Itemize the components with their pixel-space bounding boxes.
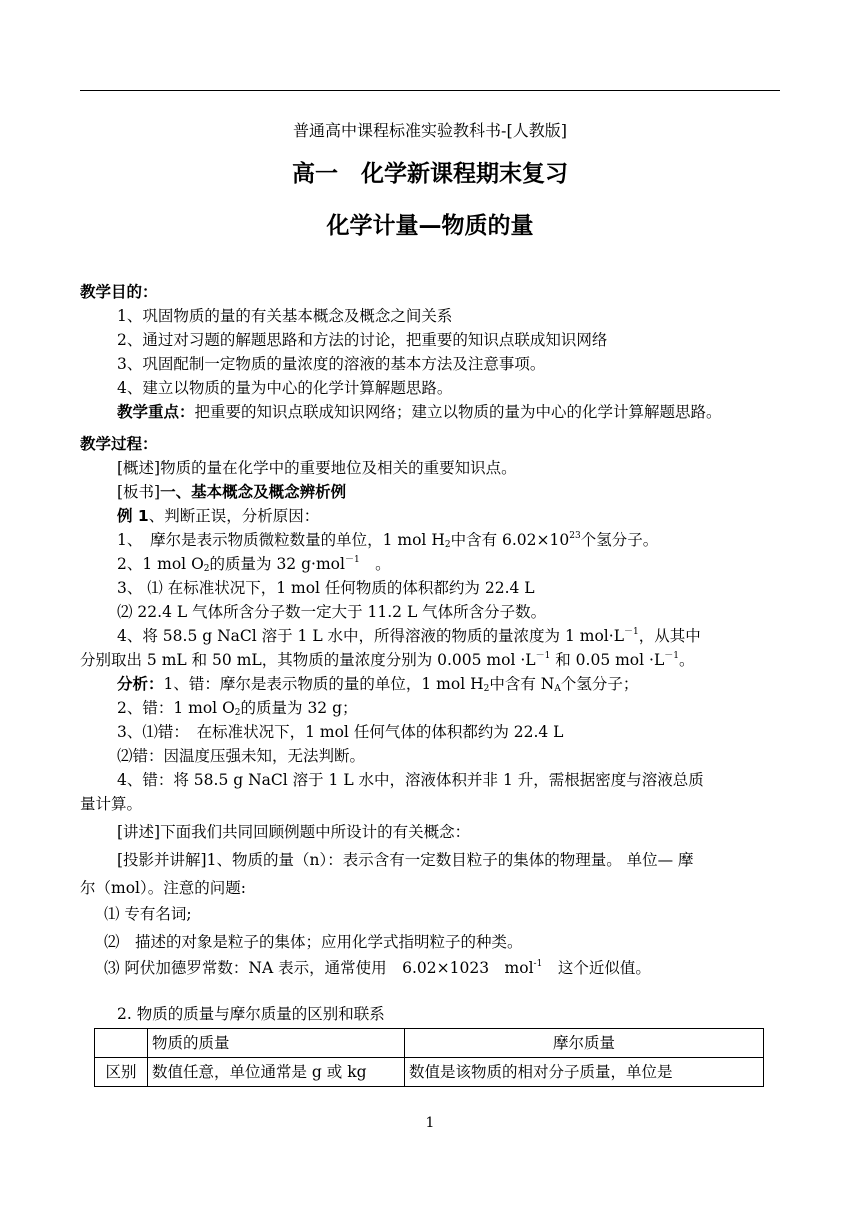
analysis-1: 分析：1、错：摩尔是表示物质的量的单位，1 mol $H_2$中含有 $N_A$个氢分子； bbox=[117, 675, 639, 694]
example-line bbox=[117, 505, 319, 527]
analysis-4: 4、错：将 58.5 g NaCl 溶于 1 L 水中，溶液体积并非 1 升，需根据密度与溶液总质 bbox=[117, 771, 704, 789]
objective-item: 1、巩固物质的量的有关基本概念及概念之间关系 bbox=[117, 307, 453, 325]
section-2-heading: 2. 物质的质量与摩尔质量的区别和联系 bbox=[117, 1005, 385, 1023]
question-3b: ⑵ 22.4 L 气体所含分子数一定大于 11.2 L 气体所含分子数。 bbox=[117, 603, 547, 621]
page-subtitle: 化学计量—物质的量 bbox=[326, 213, 534, 239]
table-row bbox=[95, 1058, 764, 1087]
page-number: 1 bbox=[425, 1115, 435, 1131]
comparison-table bbox=[94, 1028, 764, 1087]
question-4-cont: 分别取出 5 mL 和 50 mL，其物质的量浓度分别为 0.005 mol $\cdot L^{-1}$ 和 0.05 mol $\cdot L^{-1}$。 bbox=[80, 651, 695, 669]
table-corner-cell bbox=[95, 1029, 148, 1058]
projection-line: [投影并讲解]1、物质的量（n）：表示含有一定数目粒子的集体的物理量。 单位— 摩 bbox=[117, 851, 694, 869]
overview-line: [概述]物质的量在化学中的重要地位及相关的重要知识点。 bbox=[117, 459, 517, 477]
note-1: ⑴ 专有名词; bbox=[104, 905, 192, 923]
table-cell: 数值任意，单位通常是 g 或 kg bbox=[148, 1058, 405, 1087]
page-title: 高一 化学新课程期末复习 bbox=[292, 161, 568, 187]
objective-item: 4、建立以物质的量为中心的化学计算解题思路。 bbox=[117, 379, 453, 397]
example-text: 、判断正误，分析原因： bbox=[148, 507, 320, 525]
example-label: 例 1 bbox=[117, 507, 149, 525]
projection-line-cont: 尔（mol）。注意的问题: bbox=[80, 879, 246, 897]
table-header-cell: 物质的质量 bbox=[148, 1029, 405, 1058]
question-1: 1、 摩尔是表示物质微粒数量的单位，1 mol $H_2$中含有 $6.02\times 10^{23}$个氢分子。 bbox=[117, 531, 659, 550]
analysis-label: 分析： bbox=[117, 675, 164, 693]
objectives-heading: 教学目的： bbox=[80, 283, 158, 301]
question-3: 3、 ⑴ 在标准状况下，1 mol 任何物质的体积都约为 22.4 L bbox=[117, 579, 535, 597]
table-header-cell: 摩尔质量 bbox=[405, 1029, 764, 1058]
question-4: 4、将 58.5 g NaCl 溶于 1 L 水中，所得溶液的物质的量浓度为 1 $mol\cdot L^{-1}$，从其中 bbox=[117, 627, 701, 645]
analysis-2: 2、错：1 mol $O_2$的质量为 32 g； bbox=[117, 699, 358, 718]
table-header-row bbox=[95, 1029, 764, 1058]
note-3: ⑶ 阿伏加德罗常数：NA 表示，通常使用 6.02×1023 mol$^{-1}$ 这个近似值。 bbox=[104, 959, 651, 977]
board-title: 一、基本概念及概念辨析例 bbox=[160, 483, 347, 501]
board-prefix: [板书] bbox=[117, 483, 161, 501]
question-2: 2、1 mol $O_2$的质量为 32 g·mol$^{-1}$ 。 bbox=[117, 555, 391, 574]
key-point-text: 把重要的知识点联成知识网络；建立以物质的量为中心的化学计算解题思路。 bbox=[194, 403, 722, 421]
table-row-label: 区别 bbox=[95, 1058, 148, 1087]
analysis-4-cont: 量计算。 bbox=[80, 795, 143, 813]
objective-item: 2、通过对习题的解题思路和方法的讨论，把重要的知识点联成知识网络 bbox=[117, 331, 608, 349]
series-title: 普通高中课程标准实验教科书-[人教版] bbox=[293, 121, 567, 140]
process-heading: 教学过程： bbox=[80, 435, 158, 453]
analysis-3: 3、⑴错： 在标准状况下，1 mol 任何气体的体积都约为 22.4 L bbox=[117, 723, 564, 741]
board-line bbox=[117, 481, 346, 503]
objective-item: 3、巩固配制一定物质的量浓度的溶液的基本方法及注意事项。 bbox=[117, 355, 546, 373]
key-point-label: 教学重点： bbox=[117, 403, 195, 421]
analysis-3b: ⑵错：因温度压强未知，无法判断。 bbox=[117, 747, 366, 765]
table-cell: 数值是该物质的相对分子质量，单位是 bbox=[405, 1058, 764, 1087]
header-rule bbox=[80, 90, 780, 91]
key-point bbox=[117, 401, 722, 423]
note-2: ⑵ 描述的对象是粒子的集体；应用化学式指明粒子的种类。 bbox=[104, 933, 523, 951]
lecture-line: [讲述]下面我们共同回顾例题中所设计的有关概念： bbox=[117, 823, 471, 841]
